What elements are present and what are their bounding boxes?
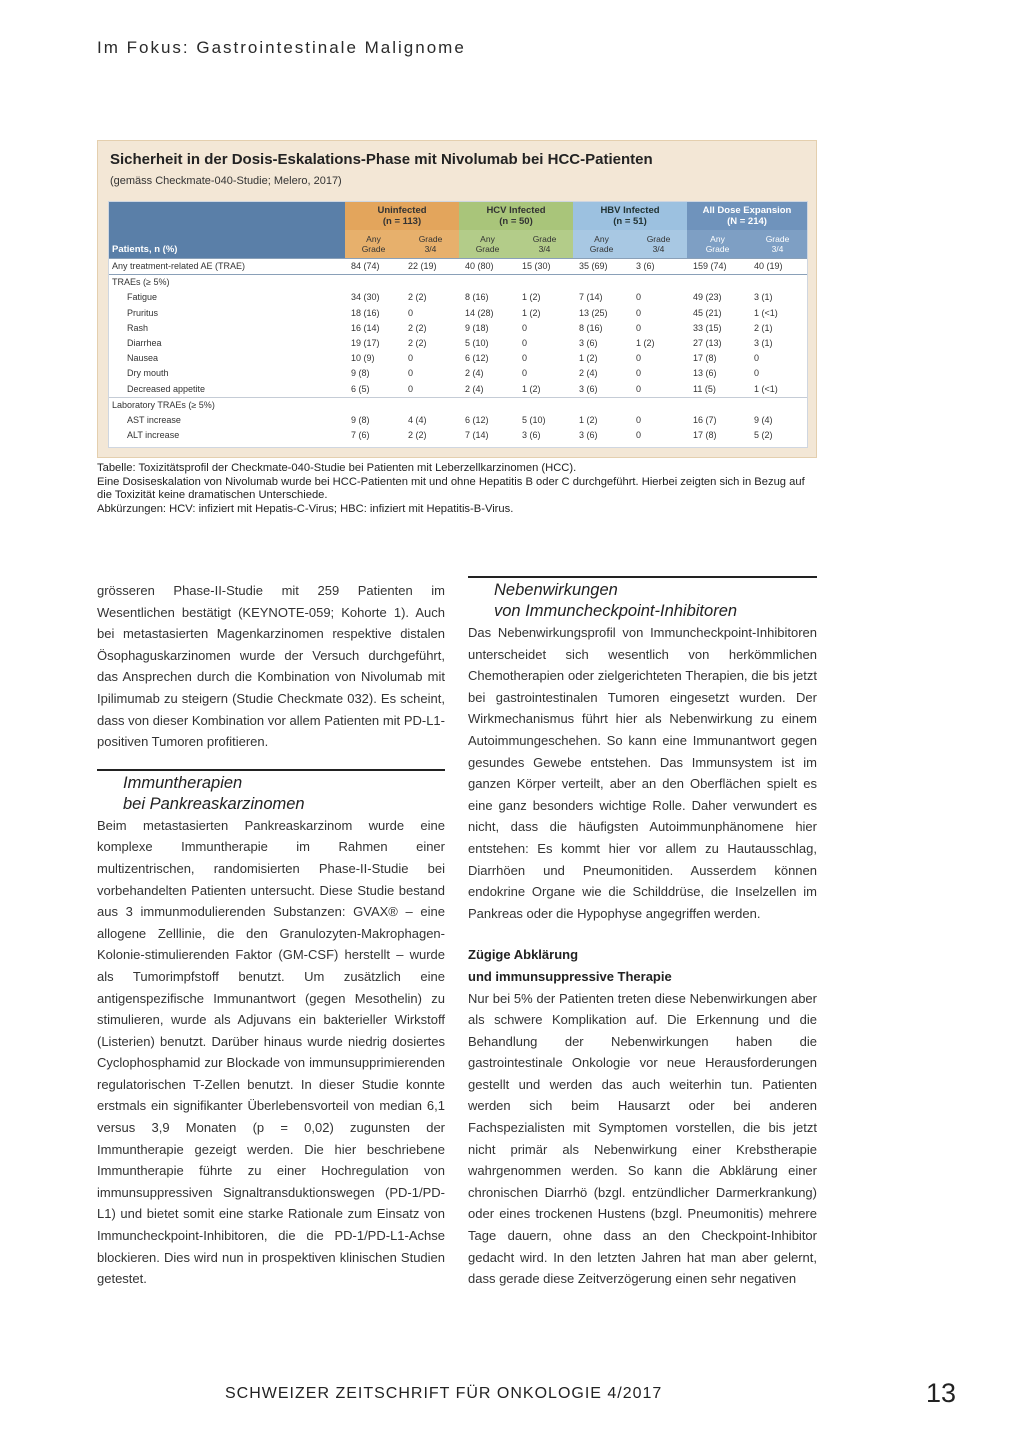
table-caption (97, 462, 819, 516)
table-cell: 3 (6) (579, 338, 598, 349)
toxicity-table (108, 201, 808, 448)
sub-header-cell: Grade 3/4 (402, 230, 459, 259)
table-cell: 3 (6) (579, 430, 598, 441)
table-cell: 8 (16) (579, 322, 603, 333)
table-row (109, 382, 807, 398)
table-cell: 40 (19) (748, 259, 807, 275)
table-cell: 2 (4) (465, 368, 484, 379)
section-heading: Nebenwirkungen von Immuncheckpoint-Inhibitoren (494, 581, 738, 620)
group-header-hcv: HCV Infected (n = 50) (459, 202, 573, 230)
table-cell: 1 (<1) (754, 307, 778, 318)
table-cell: 1 (2) (522, 383, 541, 394)
sub-header-cell: Any Grade (345, 230, 402, 259)
section-rule (97, 769, 445, 771)
sub-header-cell: Grade 3/4 (516, 230, 573, 259)
table-cell (402, 275, 459, 291)
table-row (109, 306, 807, 321)
table-cell: 1 (2) (579, 353, 598, 364)
table-cell: 0 (636, 383, 642, 394)
body-paragraph: Nur bei 5% der Patienten treten diese Nebenwirkungen aber als schwere Komplikation auf. Die Erkennung und die Behandlung der Nebenwirkungen haben die gastrointestinale Onkologie vor neue Herausforderungen gestellt und werden das auch weiterhin tun. Patienten werden sich beim Hausarzt oder bei anderen Fachspezialisten mit Symptomen vorstellen, die bis jetzt nicht primär als Nebenwirkung einer Krebstherapie wahrgenommen werden. So kann die Abklärung einer chronischen Diarrhö (bzgl. entzündlicher Darmerkrankung) oder eines trockenen Hustens (bzgl. Pneumonitis) mehrere Tage dauern, ohne dass an den Checkpoint-Inhibitor gedacht wird. In den letzten Jahren hat man aber gelernt, dass gerade diese Zeitverzögerung einen sehr negativen (468, 990, 817, 1287)
section-rule (468, 576, 817, 578)
table-cell: 18 (16) (351, 307, 380, 318)
table-cell: 3 (6) (522, 430, 541, 441)
table-cell: 1 (<1) (754, 383, 778, 394)
table-cell (748, 275, 807, 291)
table-cell (573, 397, 630, 413)
table-cell (516, 275, 573, 291)
table-cell: 0 (408, 383, 414, 394)
row-label: Rash (127, 322, 149, 333)
table-cell (402, 397, 459, 413)
table-row (109, 336, 807, 351)
row-label: Nausea (127, 353, 159, 364)
caption-line: Abkürzungen: HCV: infiziert mit Hepatis-C-Virus; HBC: infiziert mit Hepatitis-B-Virus. (97, 502, 514, 515)
row-label: TRAEs (≥ 5%) (109, 275, 345, 291)
table-cell (573, 275, 630, 291)
table-row (109, 321, 807, 336)
row-label: Decreased appetite (127, 383, 206, 394)
left-column (97, 580, 445, 1290)
table-cell: 6 (12) (465, 415, 489, 426)
body-paragraph: Beim metastasierten Pankreaskarzinom wurde eine komplexe Immuntherapie im Rahmen einer multizentrischen, randomisierten Phase-II-Studie bei vorbehandelten Patienten untersucht. Diese Studie bestand aus 3 immunmodulierenden Substanzen: GVAX® – eine allogene Zelllinie, die den Granulozyten-Makrophagen-Kolonie-stimulierenden Faktor (GM-CSF) herstellt – wurde als Tumorimpfstoff benutzt. Um zusätzlich eine antigenspezifische Immunantwort (gegen Mesothelin) zu stimulieren, wurde als Adjuvans ein bakterieller Wirkstoff (Listerien) benutzt. Darüber hinaus wurde niedrig dosiertes Cyclophosphamid zur Blockade von immunsupprimierenden regulatorischen T-Zellen benutzt. In dieser Studie konnte erstmals ein signifikanter Überlebensvorteil von median 6,1 versus 3,9 Monaten (p = 0,02) zugunsten der Immuntherapie gezeigt werden. Die hier beschriebene Immuntherapie führte zu einer Hochregulation von immunsuppressiven Signaltransduktionswegen (PD-1/PD-L1) und bietet somit eine starke Rationale zum Einsatz von Immuncheckpoint-Inhibitoren, die die PD-1/PD-L1-Achse blockieren. Dies wird nun in prospektiven klinischen Studien getestet. (97, 817, 445, 1287)
table-row (109, 397, 807, 413)
table-cell: 2 (4) (465, 383, 484, 394)
table-cell: 1 (2) (636, 338, 655, 349)
table-cell (345, 397, 402, 413)
table-cell: 0 (754, 353, 760, 364)
table-cell (459, 275, 516, 291)
table-cell: 1 (2) (522, 307, 541, 318)
table-cell (516, 397, 573, 413)
table-subtitle: (gemäss Checkmate-040-Studie; Melero, 2017) (110, 175, 342, 187)
table-row (109, 413, 807, 428)
table-cell: 3 (6) (579, 383, 598, 394)
footer-journal: SCHWEIZER ZEITSCHRIFT FÜR ONKOLOGIE 4/2017 (225, 1385, 663, 1402)
table-cell: 17 (8) (693, 430, 717, 441)
table-cell: 0 (522, 322, 528, 333)
table-cell: 9 (8) (351, 415, 370, 426)
table-cell: 0 (522, 368, 528, 379)
row-label: Fatigue (127, 292, 158, 303)
row-label: Pruritus (127, 307, 159, 318)
table-cell (748, 397, 807, 413)
table-cell (630, 397, 687, 413)
table-cell: 1 (2) (579, 415, 598, 426)
table-cell: 35 (69) (573, 259, 630, 275)
table-row (109, 366, 807, 381)
table-cell: 17 (8) (693, 353, 717, 364)
page-number: 13 (926, 1378, 957, 1408)
table-cell: 7 (14) (579, 292, 603, 303)
table-row (109, 290, 807, 305)
table-cell: 19 (17) (351, 338, 380, 349)
table-cell: 45 (21) (693, 307, 722, 318)
table-cell: 49 (23) (693, 292, 722, 303)
table-cell: 16 (7) (693, 415, 717, 426)
table-cell: 0 (636, 353, 642, 364)
table-cell: 0 (636, 430, 642, 441)
table-cell: 0 (636, 368, 642, 379)
running-head: Im Fokus: Gastrointestinale Malignome (97, 38, 466, 57)
table-cell: 16 (14) (351, 322, 380, 333)
row-label: Any treatment-related AE (TRAE) (109, 259, 345, 275)
table-cell: 40 (80) (459, 259, 516, 275)
table-cell: 84 (74) (345, 259, 402, 275)
table-cell: 0 (408, 307, 414, 318)
table-cell: 9 (18) (465, 322, 489, 333)
table-cell: 9 (8) (351, 368, 370, 379)
table-cell: 14 (28) (465, 307, 494, 318)
sub-header-cell: Any Grade (459, 230, 516, 259)
table-cell: 33 (15) (693, 322, 722, 333)
sub-header-cell: Any Grade (573, 230, 630, 259)
table-cell: 2 (1) (754, 322, 773, 333)
table-cell: 2 (2) (408, 322, 427, 333)
row-header-label: Patients, n (%) (109, 230, 345, 259)
table-cell: 2 (2) (408, 430, 427, 441)
caption-line: Eine Dosiseskalation von Nivolumab wurde bei HCC-Patienten mit und ohne Hepatitis B oder C durchgeführt. Hierbei zeigten sich in Bezug auf die Toxizität keine dramatischen Unterschiede. (97, 475, 805, 501)
caption-line: Tabelle: Toxizitätsprofil der Checkmate-040-Studie bei Patienten mit Leberzellkarzinomen (HCC). (97, 462, 577, 474)
row-label: ALT increase (127, 430, 180, 441)
table-cell: 2 (4) (579, 368, 598, 379)
table-cell: 0 (636, 307, 642, 318)
table-row (109, 428, 807, 443)
table-cell: 5 (10) (522, 415, 546, 426)
table-cell: 10 (9) (351, 353, 375, 364)
table-figure (97, 140, 817, 458)
table-cell: 2 (2) (408, 338, 427, 349)
table-cell: 6 (12) (465, 353, 489, 364)
table-cell: 3 (6) (630, 259, 687, 275)
table-cell: 0 (636, 322, 642, 333)
table-cell (459, 397, 516, 413)
row-label: AST increase (127, 415, 181, 426)
table-cell: 22 (19) (402, 259, 459, 275)
table-cell: 34 (30) (351, 292, 380, 303)
body-paragraph: Das Nebenwirkungsprofil von Immuncheckpoint-Inhibitoren unterscheidet sich wesentlich von herkömmlichen Chemotherapien oder zielgerichteten Therapien, die bis jetzt bei gastrointestinalen Tumoren eingesetzt wurden. Der Wirkmechanismus führt hier als Nebenwirkung zu einem Autoimmungeschehen. So kann eine Immunantwort gegen gesundes Gewebe entstehen. Das Immunsystem ist im ganzen Körper verteilt, aber an den Oberflächen spielt es eine ganz besonders wichtige Rolle. Daher verwundert es nicht, dass die häufigsten Autoimmunphänomene hier entstehen: Es kommt hier vor allem zu Hautausschlag, Diarrhöen und Pneumonitiden. Ausserdem können endokrine Organe wie die Schilddrüse, die Inselzellen im Pankreas oder die Hypophyse angegriffen werden. (468, 625, 817, 921)
table-cell: 5 (10) (465, 338, 489, 349)
section-heading: Immuntherapien bei Pankreaskarzinomen (123, 773, 305, 813)
table-cell: 0 (636, 292, 642, 303)
table-cell: 0 (636, 415, 642, 426)
table-cell: 0 (408, 368, 414, 379)
table-corner (109, 202, 345, 230)
table-cell: 0 (522, 353, 528, 364)
table-cell: 0 (408, 353, 414, 364)
table-cell (345, 275, 402, 291)
table-cell: 13 (6) (693, 368, 717, 379)
body-paragraph: grösseren Phase-II-Studie mit 259 Patienten im Wesentlichen bestätigt (KEYNOTE-059; Kohorte 1). Auch bei metastasierten Magenkarzinomen respektive distalen Ösophaguskarzinomen wurde der Versuch durchgeführt, das Ansprechen durch die Kombination von Nivolumab mit Ipilimumab zu steigern (Studie Checkmate 032). Es scheint, dass von dieser Kombination vor allem Patienten mit PD-L1-positiven Tumoren profitieren. (97, 583, 445, 750)
table-cell: 15 (30) (516, 259, 573, 275)
table-cell (630, 275, 687, 291)
table-title: Sicherheit in der Dosis-Eskalations-Phase mit Nivolumab bei HCC-Patienten (110, 151, 653, 168)
row-label: Diarrhea (127, 338, 162, 349)
table-cell: 11 (5) (693, 383, 716, 394)
subsection-heading: Zügige Abklärung und immunsuppressive Therapie (468, 947, 672, 984)
table-cell: 0 (754, 368, 760, 379)
group-header-all: All Dose Expansion (N = 214) (687, 202, 807, 230)
table-cell: 13 (25) (579, 307, 608, 318)
sub-header-cell: Grade 3/4 (630, 230, 687, 259)
table-cell: 9 (4) (754, 415, 773, 426)
table-cell: 27 (13) (693, 338, 722, 349)
table-row (109, 259, 807, 275)
sub-header-cell: Grade 3/4 (748, 230, 807, 259)
right-column (468, 576, 817, 1290)
table-cell: 1 (2) (522, 292, 541, 303)
table-group-header (109, 202, 807, 230)
table-row (109, 351, 807, 366)
table-sub-header (109, 230, 807, 259)
table-cell (687, 275, 748, 291)
group-header-hbv: HBV Infected (n = 51) (573, 202, 687, 230)
table-cell: 159 (74) (687, 259, 748, 275)
table-cell: 3 (1) (754, 338, 773, 349)
table-cell: 3 (1) (754, 292, 773, 303)
table-cell: 5 (2) (754, 430, 773, 441)
table-cell: 7 (14) (465, 430, 489, 441)
row-label: Laboratory TRAEs (≥ 5%) (109, 397, 345, 413)
table-row (109, 275, 807, 291)
table-cell: 7 (6) (351, 430, 370, 441)
table-cell: 6 (5) (351, 383, 370, 394)
table-cell: 8 (16) (465, 292, 489, 303)
table-cell: 0 (522, 338, 528, 349)
group-header-uninfected: Uninfected (n = 113) (345, 202, 459, 230)
row-label: Dry mouth (127, 368, 169, 379)
table-cell: 2 (2) (408, 292, 427, 303)
sub-header-cell: Any Grade (687, 230, 748, 259)
table-cell: 4 (4) (408, 415, 427, 426)
table-cell (687, 397, 748, 413)
